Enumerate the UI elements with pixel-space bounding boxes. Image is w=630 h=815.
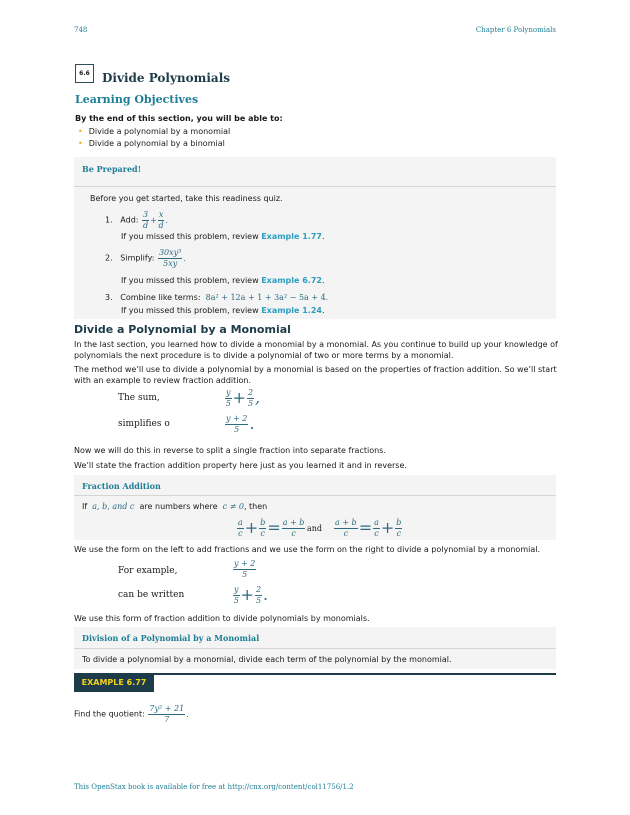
quiz-review-1: If you missed this problem, review Example 1.77.: [121, 232, 325, 241]
footer-text: This OpenStax book is available for free at http://cnx.org/content/col11756/1.2: [74, 783, 354, 791]
bullet-icon: •: [78, 127, 83, 136]
paragraph: In the last section, you learned how to divide a monomial by a monomial. As you continue to build up your knowledge of polynomials the next procedure is to divide a polynomial of two or more terms by a monomial.: [74, 340, 558, 360]
fraction-addition-statement: If a, b, and c are numbers where c ≠ 0, then: [82, 502, 268, 511]
example-label: EXAMPLE 6.77: [74, 673, 154, 692]
objectives-intro: By the end of this section, you will be able to:: [75, 114, 283, 123]
paragraph: We’ll state the fraction addition property here just as you learned it and in reverse.: [74, 461, 407, 470]
paragraph: We use this form of fraction addition to divide polynomials by monomials.: [74, 614, 370, 623]
quiz-review-2: If you missed this problem, review Example 6.72.: [121, 276, 325, 285]
bullet-icon: •: [78, 139, 83, 148]
example-math: $\frac{\text{7y² + 21}}{7}$ .: [149, 704, 189, 724]
chapter-title: Chapter 6 Polynomials: [475, 26, 556, 34]
division-text: To divide a polynomial by a monomial, divide each term of the polynomial by the monomial.: [82, 655, 452, 664]
fraction-addition-left-formula: $\frac{a}{c}$ + $\frac{b}{c}$ = $\frac{a + b}{c}$: [238, 518, 305, 538]
quiz-review-3: If you missed this problem, review Example 1.24.: [121, 306, 325, 315]
review-link-3[interactable]: Example 1.24: [261, 306, 322, 315]
and-text: and: [307, 524, 323, 533]
can-be-written-math: $\frac{y}{5}$ + $\frac{2}{5}$ .: [233, 585, 269, 605]
for-example-label: For example,: [118, 566, 178, 576]
objective-item-1: • Divide a polynomial by a monomial: [78, 127, 231, 136]
subsection-title: Divide a Polynomial by a Monomial: [74, 323, 291, 336]
paragraph: Now we will do this in reverse to split a single fraction into separate fractions.: [74, 446, 386, 455]
page-number: 748: [74, 26, 88, 34]
review-link-1[interactable]: Example 1.77: [261, 232, 322, 241]
q1-math: $\frac{3}{d}$ + $\frac{x}{d}$ .: [143, 210, 168, 230]
for-example-math: $\frac{y + 2}{5}$: [234, 559, 256, 579]
q2-math: $\frac{\text{30xy³}}{5xy}$ .: [158, 248, 186, 268]
paragraph: We use the form on the left to add fractions and we use the form on the right to divide a polynomial by a monomial.: [74, 545, 540, 554]
divider: [74, 495, 556, 496]
q3-math: 8a² + 12a + 1 + 3a² − 5a + 4.: [205, 293, 329, 302]
objective-item-2: • Divide a polynomial by a binomial: [78, 139, 225, 148]
section-title: Divide Polynomials: [102, 71, 231, 85]
example-prompt: Find the quotient: $\frac{\text{7y² + 21}}{7}$ .: [74, 704, 189, 724]
quiz-question-2: 2. Simplify: $\frac{\text{30xy³}}{5xy}$ .: [105, 248, 186, 268]
example-sum-math: $\frac{y}{5}$ + $\frac{2}{5}$ ,: [225, 388, 261, 408]
example-simplifies-label: simplifies o: [118, 419, 170, 429]
divider: [74, 648, 556, 649]
fraction-addition-right-formula: $\frac{a + b}{c}$ = $\frac{a}{c}$ + $\frac{b}{c}$: [335, 518, 402, 538]
quiz-question-1: 1. Add: $\frac{3}{d}$ + $\frac{x}{d}$ .: [105, 210, 168, 230]
section-number-box: 6.6: [75, 64, 94, 83]
fraction-addition-title: Fraction Addition: [82, 481, 161, 491]
example-simplifies-math: $\frac{y + 2}{5}$ .: [226, 414, 255, 434]
divider: [74, 186, 556, 187]
example-sum-label: The sum,: [118, 393, 160, 403]
quiz-question-3: 3. Combine like terms: 8a² + 12a + 1 + 3a² − 5a + 4.: [105, 293, 329, 302]
division-title: Division of a Polynomial by a Monomial: [82, 633, 260, 643]
be-prepared-intro: Before you get started, take this readiness quiz.: [90, 194, 283, 203]
be-prepared-title: Be Prepared!: [82, 164, 142, 174]
learning-objectives-title: Learning Objectives: [75, 93, 199, 106]
can-be-written-label: can be written: [118, 590, 185, 600]
paragraph: The method we’ll use to divide a polynomial by a monomial is based on the properties of fraction addition. So we’ll start with an example to review fraction addition.: [74, 365, 557, 385]
review-link-2[interactable]: Example 6.72: [261, 276, 322, 285]
